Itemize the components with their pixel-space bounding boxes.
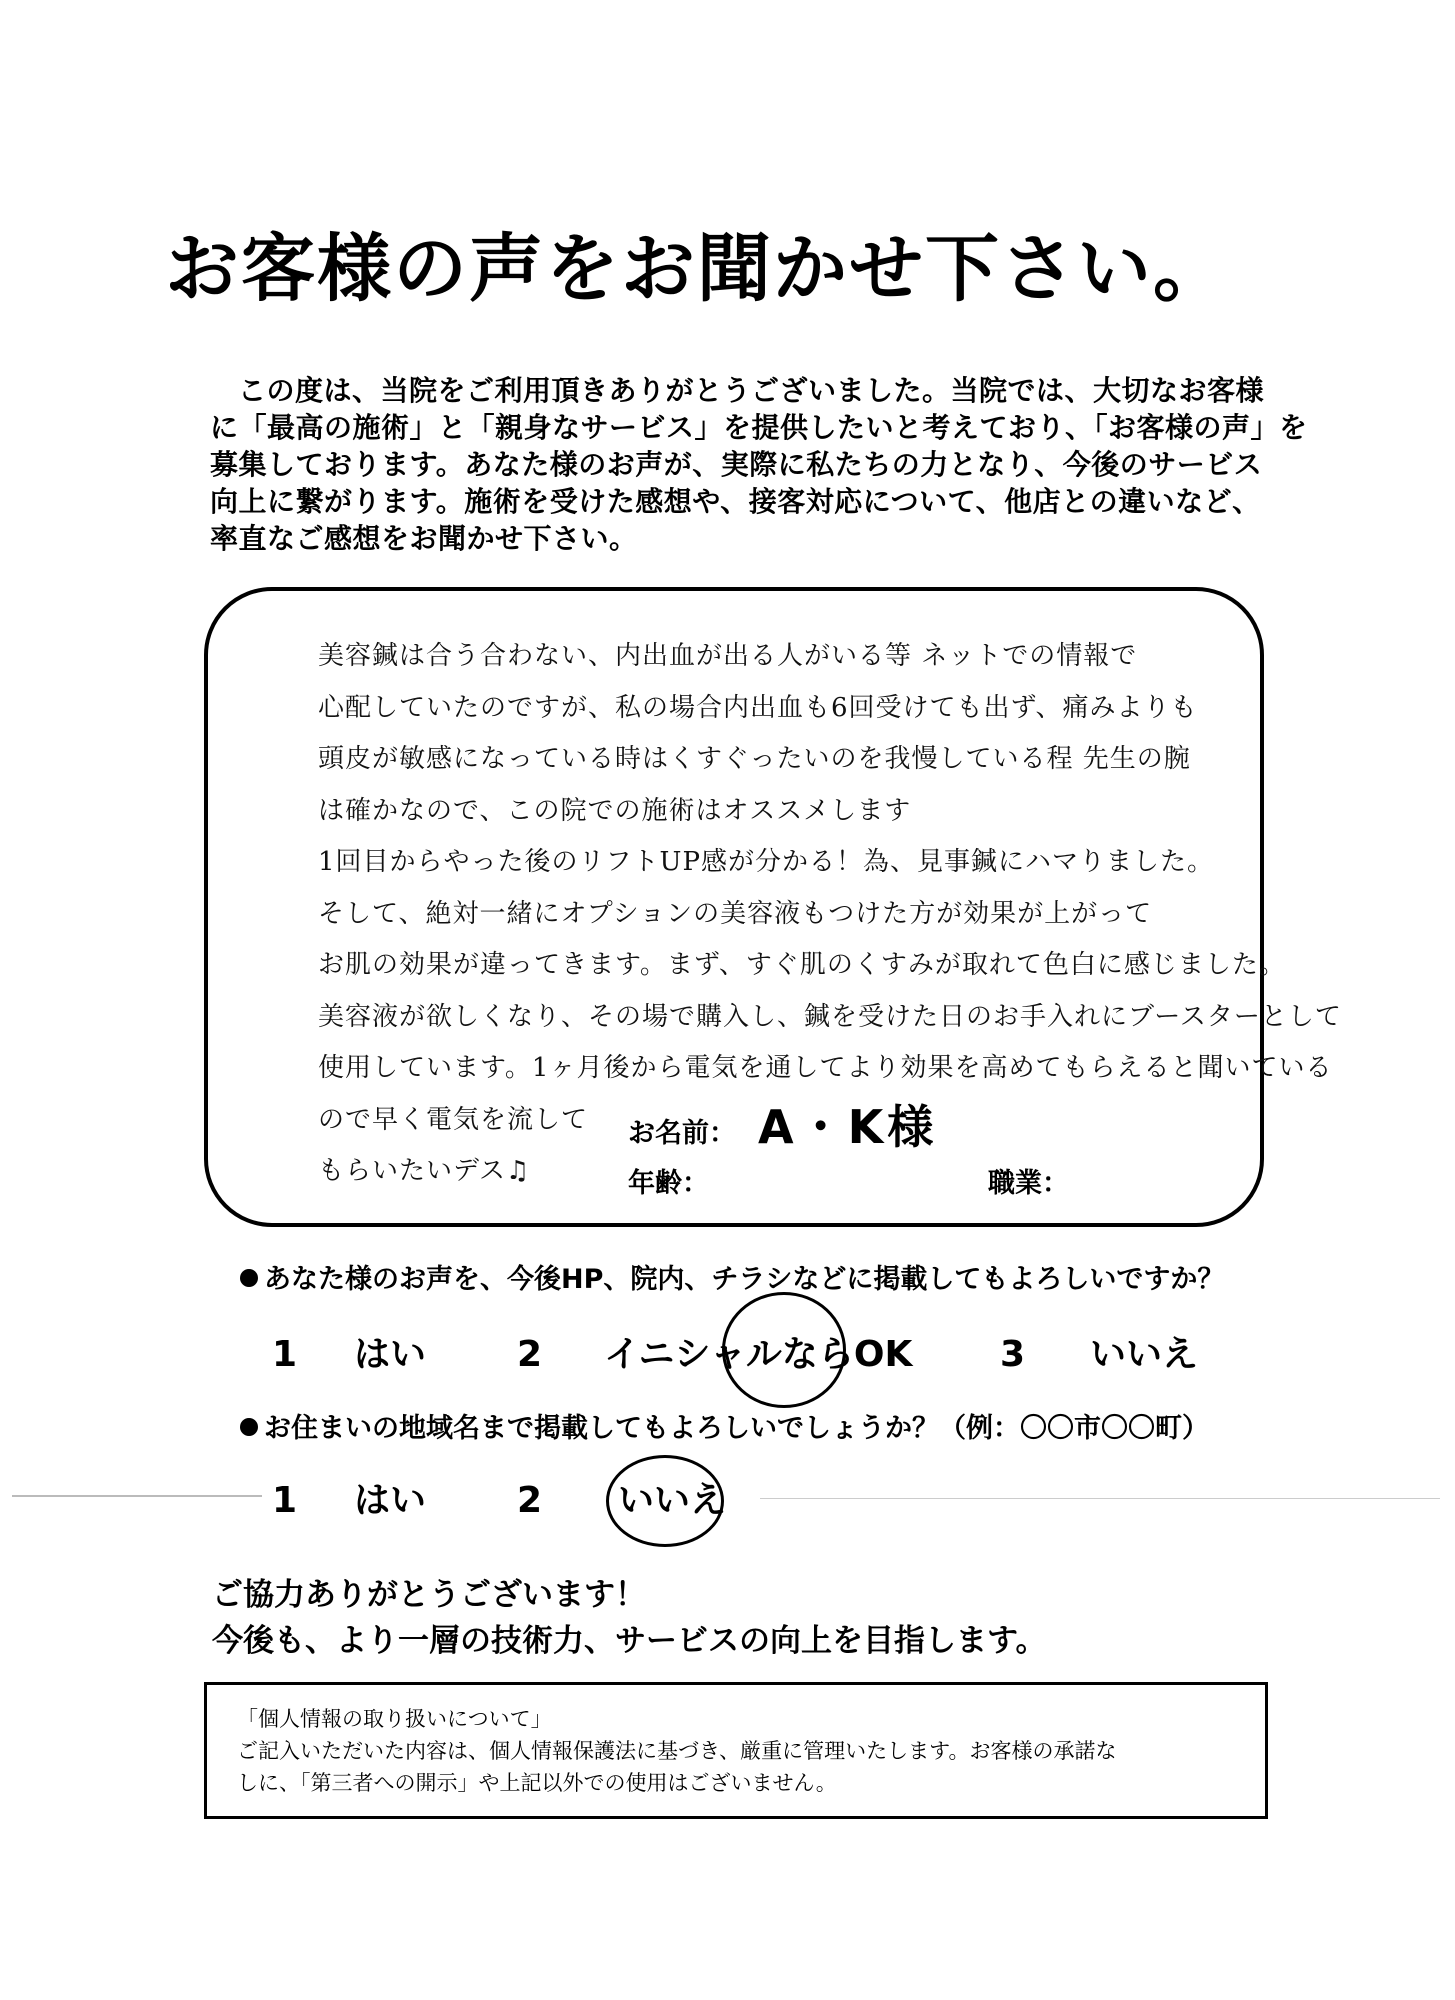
comment-line: もらいたいデス♫ bbox=[318, 1156, 531, 1186]
intro-line: この度は、当院をご利用頂きありがとうございました。当院では、大切なお客様 bbox=[238, 374, 1265, 407]
comment-line: お肌の効果が違ってきます。まず、すぐ肌のくすみが取れて色白に感じました。 bbox=[318, 950, 1286, 980]
comment-line: 美容液が欲しくなり、その場で購入し、鍼を受けた日のお手入れにブースターとして bbox=[318, 1001, 1342, 1032]
option-number: 3 bbox=[1000, 1334, 1026, 1375]
bullet-icon bbox=[240, 1418, 258, 1436]
intro-line: 率直なご感想をお聞かせ下さい。 bbox=[210, 522, 638, 555]
privacy-line: しに、「第三者への開示」や上記以外での使用はございません。 bbox=[237, 1771, 837, 1795]
option-yes[interactable]: はい bbox=[354, 1334, 427, 1375]
intro-line: 向上に繋がります。施術を受けた感想や、接客対応について、他店との違いなど、 bbox=[210, 485, 1261, 518]
option-no[interactable]: いいえ bbox=[618, 1480, 727, 1521]
thanks-line: ご協力ありがとうございます！ bbox=[212, 1577, 646, 1613]
privacy-notice bbox=[204, 1682, 1268, 1819]
option-number: 1 bbox=[272, 1334, 298, 1375]
comment-line: 美容鍼は合う合わない、内出血が出る人がいる等 ネットでの情報で bbox=[318, 641, 1138, 671]
option-number: 1 bbox=[272, 1480, 298, 1521]
page-title: お客様の声をお聞かせ下さい。 bbox=[165, 226, 1229, 312]
option-number: 2 bbox=[517, 1334, 543, 1375]
comment-line: 使用しています。1ヶ月後から電気を通してより効果を高めてもらえると聞いている bbox=[318, 1053, 1333, 1083]
privacy-line: 「個人情報の取り扱いについて」 bbox=[237, 1707, 552, 1731]
question-publish-permission bbox=[240, 1257, 1224, 1296]
comment-line: は確かなので、この院での施術はオススメします bbox=[318, 795, 912, 826]
intro-paragraph bbox=[210, 372, 1308, 557]
thanks-line: 今後も、より一層の技術力、サービスの向上を目指します。 bbox=[212, 1623, 1047, 1659]
question2-options bbox=[0, 1471, 1455, 1531]
comment-line: 1回目からやった後のリフトUP感が分かる！為、見事鍼にハマりました。 bbox=[318, 847, 1214, 877]
name-value: A・K様 bbox=[758, 1100, 938, 1154]
comment-line: ので早く電気を流して bbox=[318, 1104, 589, 1135]
name-label: お名前： bbox=[628, 1118, 736, 1149]
intro-line: に「最高の施術」と「親身なサービス」を提供したいと考えており、「お客様の声」を bbox=[210, 411, 1308, 444]
option-number: 2 bbox=[517, 1480, 543, 1521]
selection-circle bbox=[722, 1292, 846, 1408]
option-initials-ok[interactable]: イニシャルならOK bbox=[604, 1334, 913, 1375]
comment-line: そして、絶対一緒にオプションの美容液もつけた方が効果が上がって bbox=[318, 898, 1153, 929]
bullet-icon bbox=[240, 1269, 258, 1287]
question-text: お住まいの地域名まで掲載してもよろしいでしょうか？（例：〇〇市〇〇町） bbox=[264, 1413, 1209, 1444]
option-yes[interactable]: はい bbox=[354, 1480, 427, 1521]
job-label: 職業： bbox=[988, 1168, 1069, 1199]
question-text: あなた様のお声を、今後HP、院内、チラシなどに掲載してもよろしいですか？ bbox=[264, 1264, 1225, 1295]
selection-circle bbox=[606, 1455, 727, 1547]
option-no[interactable]: いいえ bbox=[1090, 1334, 1199, 1375]
comment-box bbox=[204, 587, 1342, 1227]
intro-line: 募集しております。あなた様のお声が、実際に私たちの力となり、今後のサービス bbox=[210, 448, 1263, 481]
thanks-message bbox=[212, 1572, 1047, 1664]
comment-line: 頭皮が敏感になっている時はくすぐったいのを我慢している程 先生の腕 bbox=[318, 744, 1191, 774]
question-area-permission bbox=[240, 1406, 1209, 1445]
comment-line: 心配していたのですが、私の場合内出血も6回受けても出ず、痛みよりも bbox=[318, 692, 1198, 723]
age-label: 年齢： bbox=[628, 1168, 709, 1199]
privacy-line: ご記入いただいた内容は、個人情報保護法に基づき、厳重に管理いたします。お客様の承諾な bbox=[237, 1739, 1117, 1763]
